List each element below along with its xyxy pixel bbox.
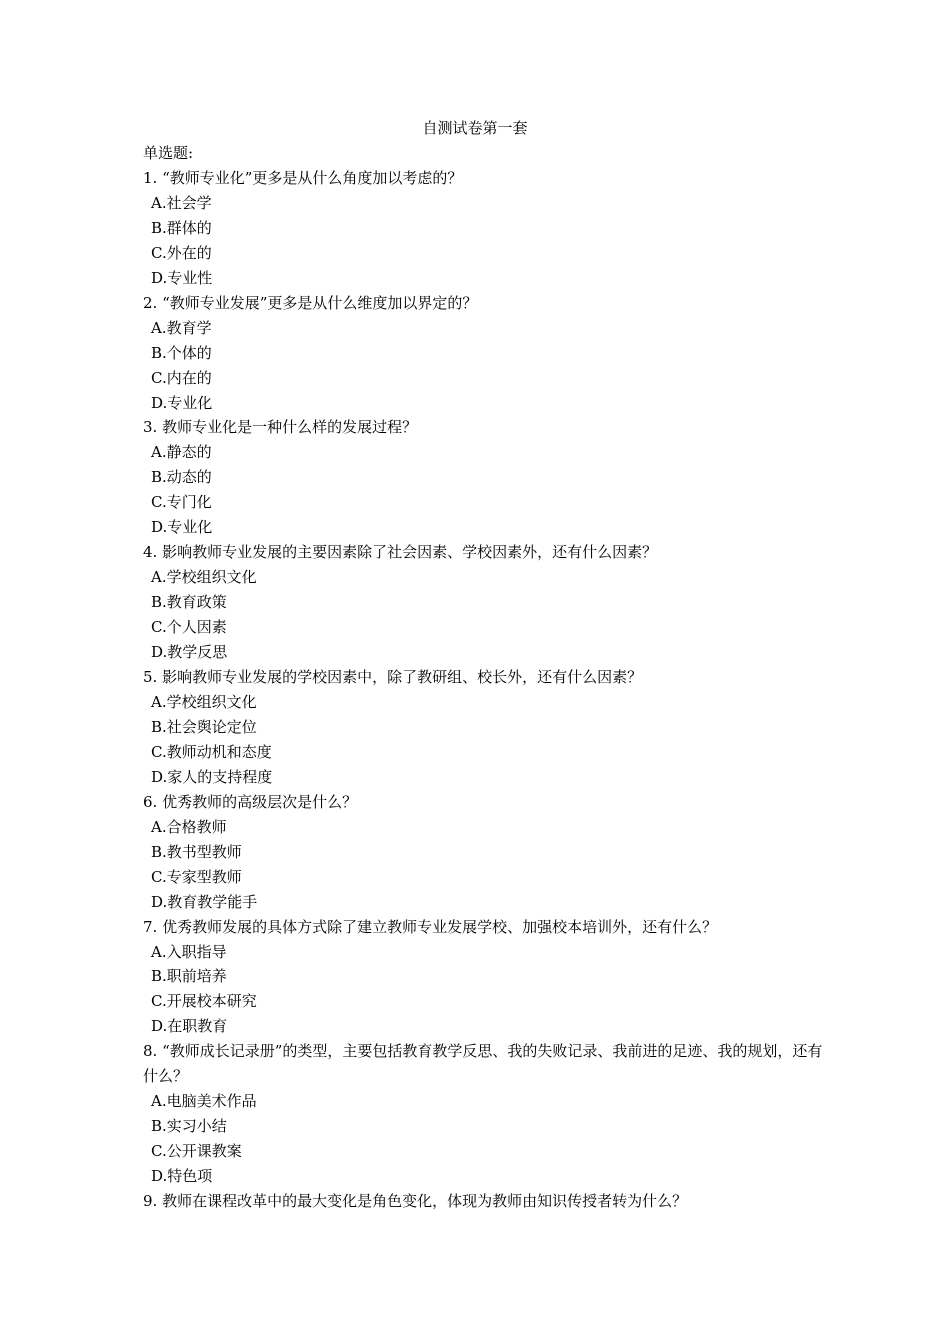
option-a: A.合格教师 xyxy=(151,817,227,836)
option-d: D.在职教育 xyxy=(151,1017,228,1036)
option-d: D.教育教学能手 xyxy=(151,892,258,911)
option-a: A.学校组织文化 xyxy=(151,692,257,711)
option-a: A.入职指导 xyxy=(151,942,227,961)
option-d: D.特色项 xyxy=(151,1167,213,1186)
option-b: B.个体的 xyxy=(151,343,212,362)
option-b: B.教育政策 xyxy=(151,593,227,612)
question-6 xyxy=(143,790,823,915)
question-2 xyxy=(143,291,823,416)
option-d: D.家人的支持程度 xyxy=(151,767,273,786)
option-b: B.社会舆论定位 xyxy=(151,717,257,736)
option-b: B.教书型教师 xyxy=(151,842,242,861)
question-5 xyxy=(143,665,823,790)
option-c: C.内在的 xyxy=(151,368,212,387)
option-a: A.社会学 xyxy=(151,193,212,212)
option-c: C.开展校本研究 xyxy=(151,992,257,1011)
option-c: C.个人因素 xyxy=(151,618,227,637)
document-title: 自测试卷第一套 xyxy=(422,119,528,137)
option-b: B.群体的 xyxy=(151,218,212,237)
option-a: A.电脑美术作品 xyxy=(151,1092,257,1111)
option-c: C.公开课教案 xyxy=(151,1142,242,1161)
option-d: D.专业化 xyxy=(151,393,213,412)
option-b: B.动态的 xyxy=(151,468,212,487)
question-text: 3. 教师专业化是一种什么样的发展过程？ xyxy=(143,418,418,437)
option-d: D.专业性 xyxy=(151,268,213,287)
question-9 xyxy=(143,1189,823,1214)
question-1 xyxy=(143,166,823,291)
option-c: C.外在的 xyxy=(151,243,212,262)
option-b: B.职前培养 xyxy=(151,967,227,986)
option-a: A.学校组织文化 xyxy=(151,568,257,587)
question-text: 7. 优秀教师发展的具体方式除了建立教师专业发展学校、加强校本培训外，还有什么？ xyxy=(143,917,718,936)
question-3 xyxy=(143,415,823,540)
question-text: 8. “教师成长记录册”的类型，主要包括教育教学反思、我的失败记录、我前进的足迹、我的规划，还有什么？ xyxy=(143,1042,823,1086)
question-text: 9. 教师在课程改革中的最大变化是角色变化，体现为教师由知识传授者转为什么？ xyxy=(143,1192,688,1211)
question-7 xyxy=(143,915,823,1040)
question-text: 5. 影响教师专业发展的学校因素中，除了教研组、校长外，还有什么因素？ xyxy=(143,668,643,687)
question-text: 6. 优秀教师的高级层次是什么？ xyxy=(143,792,358,811)
question-list xyxy=(143,141,823,1214)
section-label: 单选题: xyxy=(143,144,194,162)
question-text: 2. “教师专业发展”更多是从什么维度加以界定的？ xyxy=(143,293,478,312)
option-a: A.静态的 xyxy=(151,443,212,462)
option-b: B.实习小结 xyxy=(151,1117,227,1136)
question-8 xyxy=(143,1039,823,1189)
option-c: C.教师动机和态度 xyxy=(151,742,272,761)
question-text: 4. 影响教师专业发展的主要因素除了社会因素、学校因素外，还有什么因素？ xyxy=(143,543,658,562)
option-c: C.专家型教师 xyxy=(151,867,242,886)
option-d: D.教学反思 xyxy=(151,643,228,662)
option-a: A.教育学 xyxy=(151,318,212,337)
option-d: D.专业化 xyxy=(151,518,213,537)
question-4 xyxy=(143,540,823,665)
question-text: 1. “教师专业化”更多是从什么角度加以考虑的？ xyxy=(143,168,463,187)
option-c: C.专门化 xyxy=(151,493,212,512)
